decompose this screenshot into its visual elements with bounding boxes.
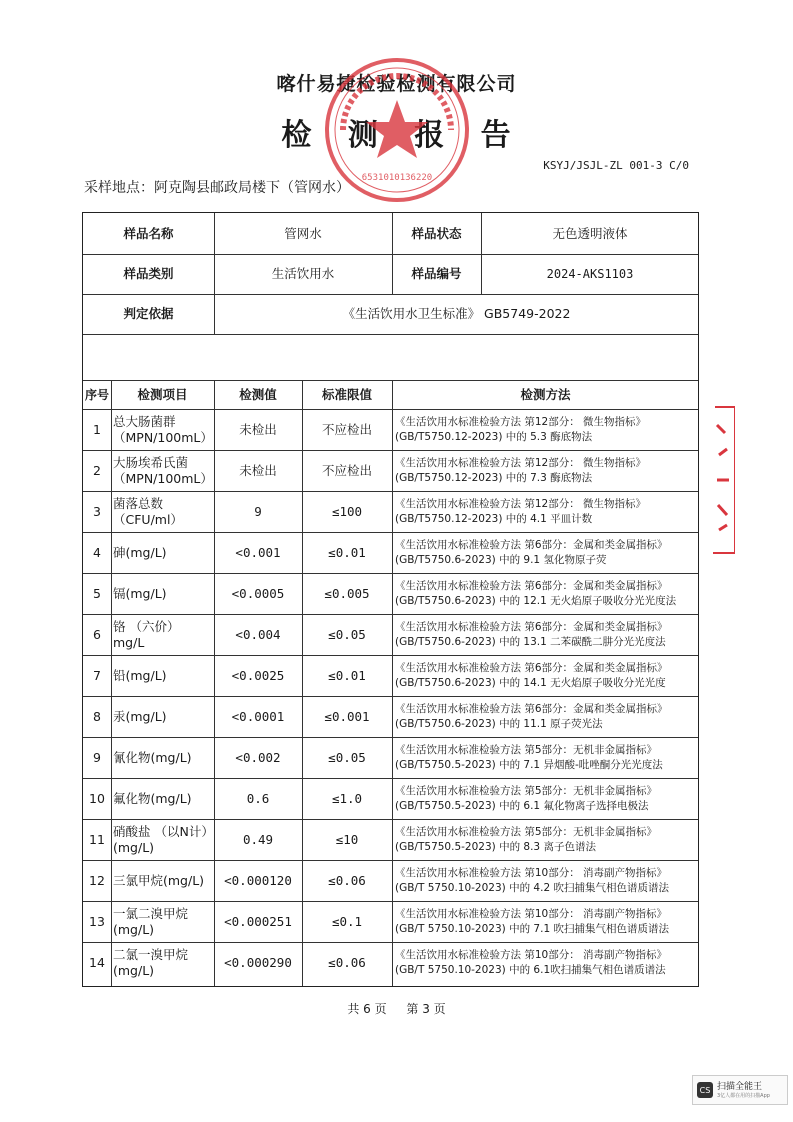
test-method-line: (GB/T 5750.10-2023) 中的 6.1吹扫捕集气相色谱质谱法: [395, 963, 666, 976]
test-item: [111, 573, 214, 614]
test-item-line: 氰化物(mg/L): [113, 749, 192, 765]
standard-limit: ≤0.06: [328, 954, 366, 970]
sample-state-label: 样品状态: [411, 225, 462, 241]
standard-limit: ≤10: [335, 831, 359, 847]
row-number: 2: [93, 462, 101, 478]
test-method: [392, 860, 699, 901]
page-footer: [0, 1000, 793, 1017]
test-method-line: (GB/T5750.6-2023) 中的 13.1 二苯碳酰二肼分光光度法: [395, 635, 666, 648]
test-method-line: (GB/T 5750.10-2023) 中的 7.1 吹扫捕集气相色谱质谱法: [395, 922, 669, 935]
test-value: <0.002: [235, 749, 281, 765]
test-item: [111, 819, 214, 860]
title-char: 告: [480, 118, 512, 153]
test-item-line: （MPN/100mL）: [113, 429, 213, 445]
report-table: [82, 212, 699, 987]
test-item: [111, 860, 214, 901]
sample-number-label: 样品编号: [411, 266, 462, 281]
company-name: 喀什易捷检验检测有限公司: [276, 73, 517, 95]
test-method-line: 《生活饮用水标准检验方法 第10部分： 消毒副产物指标》: [395, 907, 668, 920]
standard-limit: ≤0.001: [324, 708, 370, 724]
test-value: 0.6: [246, 790, 270, 806]
test-method-line: 《生活饮用水标准检验方法 第10部分： 消毒副产物指标》: [395, 866, 668, 879]
title-char: 报: [414, 118, 446, 153]
seal-serial: 6531010136220: [361, 173, 433, 183]
test-item: [111, 614, 214, 655]
sample-type-label: 样品类别: [123, 266, 174, 281]
standard-limit: ≤100: [331, 503, 363, 519]
standard-limit: 不应检出: [321, 462, 372, 478]
test-item-line: 总大肠菌群: [113, 413, 176, 429]
test-method-line: (GB/T5750.6-2023) 中的 12.1 无火焰原子吸收分光光度法: [395, 594, 677, 607]
column-header-no: 序号: [84, 387, 109, 402]
standard-limit: ≤0.01: [328, 544, 366, 560]
test-item: [111, 942, 214, 983]
scanner-badge: [692, 1075, 788, 1105]
test-method-line: 《生活饮用水标准检验方法 第10部分： 消毒副产物指标》: [395, 948, 668, 961]
test-item-line: 二氯一溴甲烷: [113, 946, 189, 962]
test-value: 未检出: [239, 462, 277, 478]
test-value: 0.49: [242, 831, 274, 847]
test-value: <0.001: [235, 544, 281, 560]
test-item: [111, 450, 214, 491]
test-item-line: (mg/L): [113, 839, 155, 855]
test-method-line: (GB/T5750.5-2023) 中的 8.3 离子色谱法: [395, 840, 596, 853]
standard-limit: ≤1.0: [331, 790, 363, 806]
basis-value: 《生活饮用水卫生标准》 GB5749-2022: [342, 306, 571, 321]
title-char: 测: [347, 118, 379, 153]
test-method-line: 《生活饮用水标准检验方法 第12部分： 微生物指标》: [395, 497, 647, 510]
standard-limit: 不应检出: [321, 421, 372, 437]
test-item-line: （CFU/ml）: [113, 511, 183, 527]
test-method-line: 《生活饮用水标准检验方法 第5部分：无机非金属指标》: [395, 743, 658, 756]
test-method-line: 《生活饮用水标准检验方法 第5部分：无机非金属指标》: [395, 825, 658, 838]
test-method-line: (GB/T5750.6-2023) 中的 14.1 无火焰原子吸收分光光度: [395, 676, 666, 689]
test-value: 9: [254, 503, 262, 519]
test-method-line: (GB/T5750.5-2023) 中的 6.1 氟化物离子选择电极法: [395, 799, 649, 812]
scanner-label: 扫描全能王: [717, 1081, 763, 1092]
test-value: <0.004: [235, 626, 281, 642]
test-method-line: 《生活饮用水标准检验方法 第6部分：金属和类金属指标》: [395, 538, 668, 551]
test-method: [392, 409, 699, 450]
scanner-sub: 3亿人都在用的扫描App: [717, 1092, 770, 1099]
sample-type-value: 生活饮用水: [271, 266, 335, 281]
test-item: [111, 532, 214, 573]
standard-limit: ≤0.1: [331, 913, 363, 929]
test-method-line: (GB/T5750.6-2023) 中的 9.1 氢化物原子荧: [395, 553, 607, 566]
test-method-line: 《生活饮用水标准检验方法 第12部分： 微生物指标》: [395, 415, 647, 428]
standard-limit: ≤0.01: [328, 667, 366, 683]
column-header-value: 检测值: [239, 386, 277, 402]
test-value: 未检出: [239, 421, 277, 437]
row-number: 9: [93, 749, 101, 765]
test-item: [111, 737, 214, 778]
test-item-line: 硝酸盐 （以N计）: [113, 823, 214, 839]
row-number: 4: [93, 544, 101, 560]
row-number: 3: [93, 503, 101, 519]
test-method: [392, 450, 699, 491]
test-value: <0.0001: [231, 708, 285, 724]
test-item-line: 大肠埃希氏菌: [113, 454, 189, 470]
test-item-line: 铅(mg/L): [113, 667, 167, 683]
star-icon: [366, 100, 428, 158]
sample-name-label: 样品名称: [123, 225, 174, 241]
standard-limit: ≤0.005: [324, 585, 370, 601]
sample-state-value: 无色透明液体: [552, 225, 628, 241]
test-item-line: (mg/L): [113, 962, 155, 978]
test-value: <0.000251: [224, 913, 292, 929]
test-item-line: 一氯二溴甲烷: [113, 905, 189, 921]
sample-number-value: 2024-AKS1103: [546, 267, 634, 281]
test-value: <0.000120: [224, 872, 292, 888]
test-item-line: 砷(mg/L): [113, 544, 167, 560]
row-number: 12: [89, 872, 105, 888]
test-method: [392, 901, 699, 942]
current-page: 第 3 页: [406, 1002, 446, 1016]
test-item: [111, 655, 214, 696]
row-number: 10: [89, 790, 105, 806]
test-method-line: (GB/T5750.5-2023) 中的 7.1 异烟酸-吡唑酮分光光度法: [395, 758, 663, 771]
test-method: [392, 655, 699, 696]
column-header-limit: 标准限值: [321, 386, 372, 402]
test-item-line: 菌落总数: [113, 495, 164, 511]
test-method-line: (GB/T5750.12-2023) 中的 7.3 酶底物法: [395, 471, 593, 484]
test-method: [392, 819, 699, 860]
test-method-line: 《生活饮用水标准检验方法 第6部分：金属和类金属指标》: [395, 702, 668, 715]
test-method: [392, 737, 699, 778]
document-code: KSYJ/JSJL-ZL 001-3 C/0: [543, 159, 689, 172]
row-number: 1: [93, 421, 101, 437]
test-method: [392, 942, 699, 983]
edge-seal: [705, 405, 735, 555]
test-item-line: 镉(mg/L): [113, 585, 167, 601]
sampling-location: 采样地点：阿克陶县邮政局楼下（管网水）: [84, 180, 350, 196]
test-item-line: mg/L: [113, 634, 145, 650]
test-method: [392, 778, 699, 819]
test-method: [392, 491, 699, 532]
test-item-line: 三氯甲烷(mg/L): [113, 872, 205, 888]
scanner-icon: CS: [697, 1082, 713, 1098]
standard-limit: ≤0.06: [328, 872, 366, 888]
test-value: <0.0025: [231, 667, 285, 683]
test-value: <0.000290: [224, 954, 292, 970]
basis-label: 判定依据: [123, 306, 174, 321]
standard-limit: ≤0.05: [328, 626, 366, 642]
test-method-line: 《生活饮用水标准检验方法 第6部分：金属和类金属指标》: [395, 661, 668, 674]
test-item-line: (mg/L): [113, 921, 155, 937]
standard-limit: ≤0.05: [328, 749, 366, 765]
test-item: [111, 696, 214, 737]
test-method-line: 《生活饮用水标准检验方法 第6部分：金属和类金属指标》: [395, 579, 668, 592]
test-item-line: 铬 （六价）: [113, 618, 180, 634]
test-method-line: 《生活饮用水标准检验方法 第6部分：金属和类金属指标》: [395, 620, 668, 633]
row-number: 11: [89, 831, 105, 847]
test-item-line: 汞(mg/L): [113, 708, 167, 724]
test-item-line: 氟化物(mg/L): [113, 790, 192, 806]
column-header-item: 检测项目: [137, 386, 188, 402]
row-number: 6: [93, 626, 101, 642]
row-number: 14: [89, 954, 105, 970]
test-item: [111, 778, 214, 819]
column-header-method: 检测方法: [520, 386, 571, 402]
test-method: [392, 573, 699, 614]
test-method: [392, 696, 699, 737]
test-method-line: 《生活饮用水标准检验方法 第5部分：无机非金属指标》: [395, 784, 658, 797]
test-item-line: （MPN/100mL）: [113, 470, 213, 486]
test-value: <0.0005: [231, 585, 285, 601]
test-item: [111, 901, 214, 942]
test-item: [111, 491, 214, 532]
test-item: [111, 409, 214, 450]
title-char: 检: [281, 118, 313, 153]
test-method: [392, 614, 699, 655]
test-method: [392, 532, 699, 573]
total-pages: 共 6 页: [347, 1002, 387, 1016]
test-method-line: (GB/T5750.12-2023) 中的 5.3 酶底物法: [395, 430, 593, 443]
row-number: 8: [93, 708, 101, 724]
test-method-line: (GB/T5750.6-2023) 中的 11.1 原子荧光法: [395, 717, 603, 730]
row-number: 13: [89, 913, 105, 929]
sample-name-value: 管网水: [284, 225, 322, 241]
row-number: 5: [93, 585, 101, 601]
test-method-line: 《生活饮用水标准检验方法 第12部分： 微生物指标》: [395, 456, 647, 469]
test-method-line: (GB/T 5750.10-2023) 中的 4.2 吹扫捕集气相色谱质谱法: [395, 881, 669, 894]
row-number: 7: [93, 667, 101, 683]
test-method-line: (GB/T5750.12-2023) 中的 4.1 平皿计数: [395, 512, 593, 525]
